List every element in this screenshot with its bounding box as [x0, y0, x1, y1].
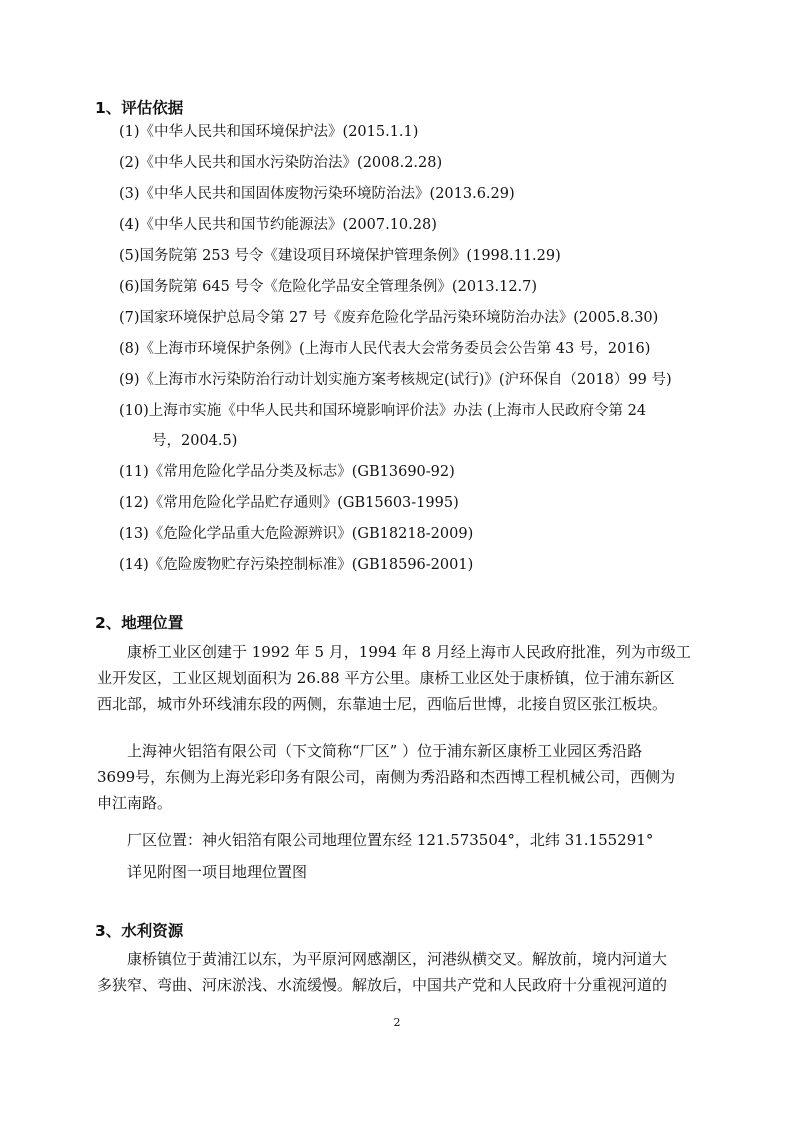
paragraph-industrial-zone: [97, 639, 707, 717]
paragraph-plant-location: [97, 738, 707, 816]
paragraph-water-resources: [97, 946, 707, 998]
paragraph-line: 业开发区，工业区规划面积为 26.88 平方公里。康桥工业区处于康桥镇，位于浦东新区: [97, 669, 675, 687]
section-heading-2: 2、地理位置: [95, 614, 184, 632]
reference-item: (10)上海市实施《中华人民共和国环境影响评价法》办法 (上海市人民政府令第 24: [119, 403, 647, 419]
paragraph-line: 康桥镇位于黄浦江以东，为平原河网感潮区，河港纵横交叉。解放前，境内河道大: [127, 950, 668, 968]
reference-item: (8)《上海市环境保护条例》(上海市人民代表大会常务委员会公告第 43 号，2016): [119, 341, 651, 357]
reference-item: (14)《危险废物贮存污染控制标准》(GB18596-2001): [119, 557, 474, 573]
paragraph-line: 多狭窄、弯曲、河床淤浅、水流缓慢。解放后，中国共产党和人民政府十分重视河道的: [97, 976, 668, 994]
section-heading-1: 1、评估依据: [95, 99, 184, 117]
paragraph-line: 上海神火铝箔有限公司（下文简称“厂区” ）位于浦东新区康桥工业园区秀沿路: [127, 742, 643, 760]
reference-item: (1)《中华人民共和国环境保护法》(2015.1.1): [119, 124, 419, 140]
page-number: 2: [393, 1016, 401, 1029]
figure-reference: 详见附图一项目地理位置图: [127, 863, 308, 881]
section-heading-3: 3、水利资源: [95, 922, 184, 940]
reference-item: (5)国务院第 253 号令《建设项目环境保护管理条例》(1998.11.29): [119, 248, 561, 264]
reference-item: (9)《上海市水污染防治行动计划实施方案考核规定(试行)》(沪环保自（2018）99 号): [119, 372, 672, 388]
plant-coordinates: 厂区位置：神火铝箔有限公司地理位置东经 121.573504°，北纬 31.155291°: [127, 831, 654, 849]
reference-item: (4)《中华人民共和国节约能源法》(2007.10.28): [119, 217, 437, 233]
reference-item: (6)国务院第 645 号令《危险化学品安全管理条例》(2013.12.7): [119, 279, 538, 295]
paragraph-line: 申江南路。: [97, 794, 173, 812]
reference-item: (7)国家环境保护总局令第 27 号《废弃危险化学品污染环境防治办法》(2005.8.30): [119, 310, 659, 326]
reference-item-continuation: 号，2004.5): [152, 433, 238, 449]
reference-item: (11)《常用危险化学品分类及标志》(GB13690-92): [119, 464, 455, 480]
paragraph-line: 西北部，城市外环线浦东段的两侧，东靠迪士尼，西临后世博，北接自贸区张江板块。: [97, 695, 668, 713]
reference-item: (3)《中华人民共和国固体废物污染环境防治法》(2013.6.29): [119, 186, 515, 202]
reference-item: (13)《危险化学品重大危险源辨识》(GB18218-2009): [119, 526, 474, 542]
reference-item: (12)《常用危险化学品贮存通则》(GB15603-1995): [119, 495, 459, 511]
reference-item: (2)《中华人民共和国水污染防治法》(2008.2.28): [119, 155, 443, 171]
paragraph-line: 3699号，东侧为上海光彩印务有限公司，南侧为秀沿路和杰西博工程机械公司，西侧为: [97, 768, 676, 786]
paragraph-line: 康桥工业区创建于 1992 年 5 月，1994 年 8 月经上海市人民政府批准，列为市级工: [127, 643, 691, 661]
